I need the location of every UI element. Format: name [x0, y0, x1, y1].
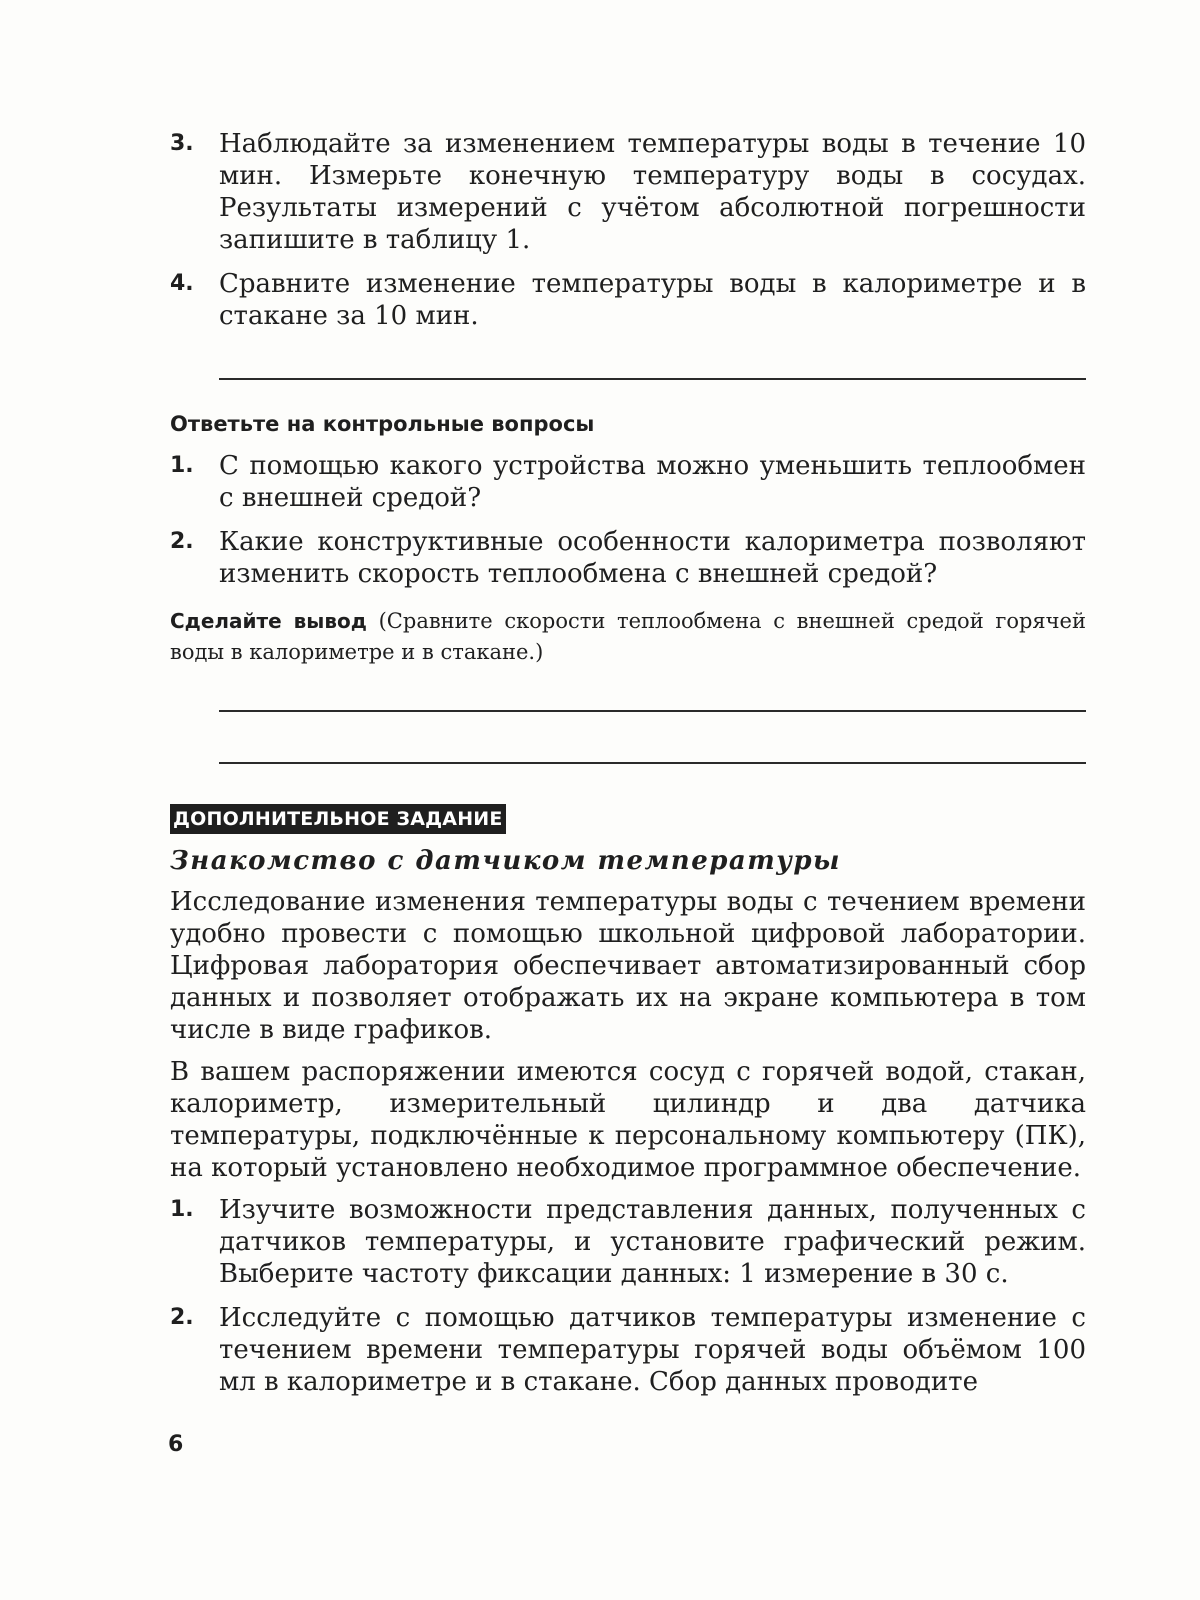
- page-number: 6: [168, 1432, 184, 1457]
- page-content: [170, 124, 1086, 1398]
- question-number: 2.: [170, 529, 194, 554]
- answer-line[interactable]: [219, 378, 1086, 380]
- conclusion-text: (Сравните скорости теплообмена с внешней средой горячей воды в калориметре и в стакане.): [170, 609, 1086, 664]
- question-text: С помощью какого устройства можно уменьшить теплообмен с внешней средой?: [219, 451, 1086, 513]
- answer-line[interactable]: [219, 710, 1086, 712]
- step-number: 2.: [170, 1305, 194, 1330]
- step-number: 4.: [170, 271, 194, 296]
- extra-task-paragraph-2: В вашем распоряжении имеются сосуд с горячей водой, стакан, калориметр, измерительный цилиндр и два датчика температуры, подключённые к персональному компьютеру (ПК), на который установлено необходимое программное обеспечение.: [170, 1057, 1086, 1183]
- step-number: 3.: [170, 131, 194, 156]
- extra-step-2: [170, 1302, 1086, 1398]
- control-questions-heading: Ответьте на контрольные вопросы: [170, 412, 595, 436]
- question-number: 1.: [170, 453, 194, 478]
- step-number: 1.: [170, 1197, 194, 1222]
- extra-task-badge-row: [170, 804, 1086, 834]
- step-text: Изучите возможности представления данных, полученных с датчиков температуры, и установите графический режим. Выберите частоту фиксации данных: 1 измерение в 30 с.: [219, 1195, 1086, 1289]
- question-text: Какие конструктивные особенности калориметра позволяют изменить скорость теплообмена с внешней средой?: [219, 527, 1086, 589]
- conclusion: [170, 606, 1086, 668]
- question-1: [170, 450, 1086, 514]
- step-text: Наблюдайте за изменением температуры воды в течение 10 мин. Измерьте конечную температуру воды в сосудах. Результаты измерений с учётом абсолютной погрешности запишите в таблицу 1.: [219, 129, 1086, 255]
- extra-step-1: [170, 1194, 1086, 1290]
- step-text: Исследуйте с помощью датчиков температуры изменение с течением времени температуры горячей воды объёмом 100 мл в калориметре и в стакане. Сбор данных проводите: [219, 1303, 1086, 1397]
- question-2: [170, 526, 1086, 590]
- step-4: [170, 268, 1086, 332]
- answer-line[interactable]: [219, 762, 1086, 764]
- step-3: [170, 128, 1086, 256]
- extra-task-badge: ДОПОЛНИТЕЛЬНОЕ ЗАДАНИЕ: [170, 804, 506, 834]
- extra-task-title: Знакомство с датчиком температуры: [170, 846, 841, 876]
- step-text: Сравните изменение температуры воды в калориметре и в стакане за 10 мин.: [219, 269, 1086, 331]
- conclusion-label: Сделайте вывод: [170, 609, 367, 633]
- extra-task-paragraph-1: Исследование изменения температуры воды с течением времени удобно провести с помощью школьной цифровой лаборатории. Цифровая лаборатория обеспечивает автоматизированный сбор данных и позволяет отображать их на экране компьютера в том числе в виде графиков.: [170, 887, 1086, 1045]
